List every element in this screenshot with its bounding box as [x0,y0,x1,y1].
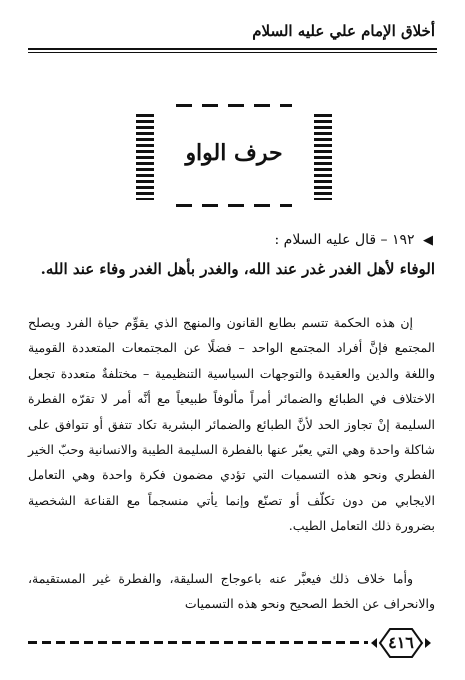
chapter-title: حرف الواو [185,140,283,166]
header-rule-thin [28,52,437,53]
commentary-paragraph-continued: وأما خلاف ذلك فيعبَّر عنه باعوجاج السليقة، والفطرة غير المستقيمة، والانحراف عن الخط الصحيح ونحو هذه التسميات [28,571,435,612]
saying-quote: الوفاء لأهل الغدر غدر عند الله، والغدر بأهل الغدر وفاء عند الله. [40,260,435,278]
chapter-heading-box [136,100,332,212]
triangle-marker-icon: ◀ [423,233,433,248]
ornament-dashes-bottom [176,204,292,207]
ornament-bars-left [136,114,154,200]
page-number: ٤١٦ [388,633,414,652]
running-title: أخلاق الإمام علي عليه السلام [252,22,435,40]
footer-dashes [28,641,368,644]
saying-heading [275,232,434,248]
ornament-dashes-top [176,104,292,107]
page-number-badge [370,626,432,660]
commentary-paragraph: إن هذه الحكمة تتسم بطابع القانون والمنهج الذي يقوِّم حياة الفرد ويصلح المجتمع فإنَّ أفراد المجتمع الواحد – فضلًا عن المجتمعات المتعددة القومية واللغة والدين والعقيدة والتوجهات السياسية التنظيمية – مختلفةٌ متعددة تجعل الاختلاف في الطبائع والضمائر أمراً مألوفاً طبيعياً مع أنَّه أمر لا تقرّه الفطرة السليمة إنْ تجاوز الحد لأنَّ الطبائع والضمائر البشرية تكاد تتفق أو تتوافق على شاكلة واحدة وهي التي يعبّر عنها بالفطرة السليمة الطيبة والانسانية وحبّ الخير الفطري ونحو هذه التسميات التي تؤدي مضمون فكرة واحدة وهي التعامل الايجابي من دون تكلّف أو تصنّع وإنما يأتي منسجماً مع القناعة الشخصية بضرورة ذلك التعامل الطيب. [28,315,435,534]
saying-number-label: ١٩٢ – قال عليه السلام : [274,232,415,248]
header-rule [28,48,437,50]
ornament-bars-right [314,114,332,200]
running-header [28,14,437,58]
